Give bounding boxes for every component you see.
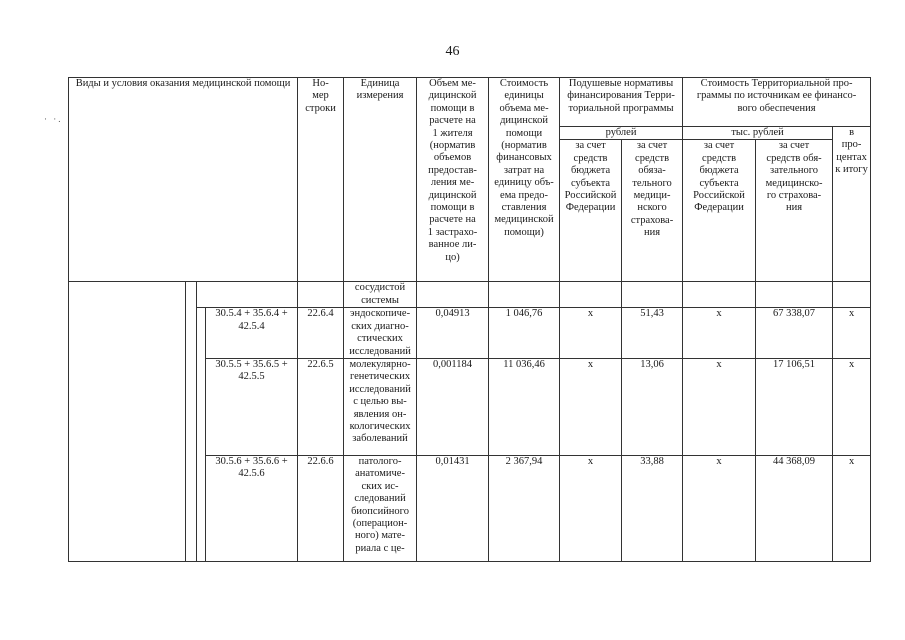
row-percent: х bbox=[833, 308, 871, 359]
row-budget-per-capita bbox=[560, 282, 622, 308]
header-per-capita: Подушевые нормативы финансирования Терри- ториальной программы bbox=[560, 78, 683, 127]
group-cell-middle bbox=[186, 282, 197, 562]
row-number: 22.6.6 bbox=[298, 456, 344, 562]
row-cost: 2 367,94 bbox=[489, 456, 560, 562]
row-percent bbox=[833, 282, 871, 308]
header-budget-total: за счет средств бюджета субъекта Российской Федерации bbox=[683, 140, 756, 282]
header-oms-per-capita: за счет средств обяза- тельного медици- нского страхова- ния bbox=[622, 140, 683, 282]
row-volume: 0,01431 bbox=[417, 456, 489, 562]
row-volume bbox=[417, 282, 489, 308]
row-volume: 0,04913 bbox=[417, 308, 489, 359]
row-budget-per-capita: х bbox=[560, 456, 622, 562]
row-oms-total bbox=[756, 282, 833, 308]
header-row-number: Но- мер строки bbox=[298, 78, 344, 282]
row-budget-total: х bbox=[683, 308, 756, 359]
row-number: 22.6.5 bbox=[298, 359, 344, 456]
row-oms-per-capita: 13,06 bbox=[622, 359, 683, 456]
row-budget-total: х bbox=[683, 359, 756, 456]
row-percent: х bbox=[833, 456, 871, 562]
row-percent: х bbox=[833, 359, 871, 456]
row-oms-total: 67 338,07 bbox=[756, 308, 833, 359]
header-budget-per-capita: за счет средств бюджета субъекта Российской Федерации bbox=[560, 140, 622, 282]
header-thousand-rubles: тыс. рублей bbox=[683, 127, 833, 140]
row-number bbox=[298, 282, 344, 308]
row-code: 30.5.4 + 35.6.4 + 42.5.4 bbox=[206, 308, 298, 359]
header-cost-per-unit: Стоимость единицы объема ме- дицинской помощи (норматив финансовых затрат на единицу объ- ема предо- ставления медицинской помощи) bbox=[489, 78, 560, 282]
header-percent: в про- центах к итогу bbox=[833, 127, 871, 282]
page-number: 46 bbox=[445, 44, 460, 59]
group-cell-inner bbox=[197, 308, 206, 562]
row-cost: 1 046,76 bbox=[489, 308, 560, 359]
row-code: 30.5.6 + 35.6.6 + 42.5.6 bbox=[206, 456, 298, 562]
row-unit: патолого- анатомиче- ских ис- следований биопсийного (операцион- ного) мате- риала с це- bbox=[344, 456, 417, 562]
header-rubles: рублей bbox=[560, 127, 683, 140]
row-code: 30.5.5 + 35.6.5 + 42.5.5 bbox=[206, 359, 298, 456]
row-oms-per-capita bbox=[622, 282, 683, 308]
table-row bbox=[69, 282, 871, 308]
row-oms-total: 44 368,09 bbox=[756, 456, 833, 562]
header-types-conditions: Виды и условия оказания медицинской помощи bbox=[69, 78, 298, 282]
financing-table bbox=[68, 77, 871, 562]
row-oms-per-capita: 33,88 bbox=[622, 456, 683, 562]
row-unit: эндоскопиче- ских диагно- стических исследований bbox=[344, 308, 417, 359]
header-unit: Единица измерения bbox=[344, 78, 417, 282]
row-code bbox=[197, 282, 298, 308]
row-oms-total: 17 106,51 bbox=[756, 359, 833, 456]
row-budget-per-capita: х bbox=[560, 359, 622, 456]
row-number: 22.6.4 bbox=[298, 308, 344, 359]
row-oms-per-capita: 51,43 bbox=[622, 308, 683, 359]
header-oms-total: за счет средств обя- зательного медицинско- го страхова- ния bbox=[756, 140, 833, 282]
row-unit: сосудистой системы bbox=[344, 282, 417, 308]
row-budget-per-capita: х bbox=[560, 308, 622, 359]
row-volume: 0,001184 bbox=[417, 359, 489, 456]
row-budget-total: х bbox=[683, 456, 756, 562]
group-cell-outer bbox=[69, 282, 186, 562]
row-budget-total bbox=[683, 282, 756, 308]
row-cost: 11 036,46 bbox=[489, 359, 560, 456]
header-program-cost: Стоимость Территориальной про- граммы по источникам ее финансо- вого обеспечения bbox=[683, 78, 871, 127]
row-cost bbox=[489, 282, 560, 308]
header-row-1 bbox=[69, 78, 871, 127]
header-volume: Объем ме- дицинской помощи в расчете на 1 жителя (норматив объемов предостав- ления ме- дицинской помощи в расчете на 1 застрахо- ванное ли- цо) bbox=[417, 78, 489, 282]
scan-artifact: · ·. bbox=[44, 114, 63, 124]
row-unit: молекулярно- генетических исследований с целью вы- явления он- кологических заболеваний bbox=[344, 359, 417, 456]
